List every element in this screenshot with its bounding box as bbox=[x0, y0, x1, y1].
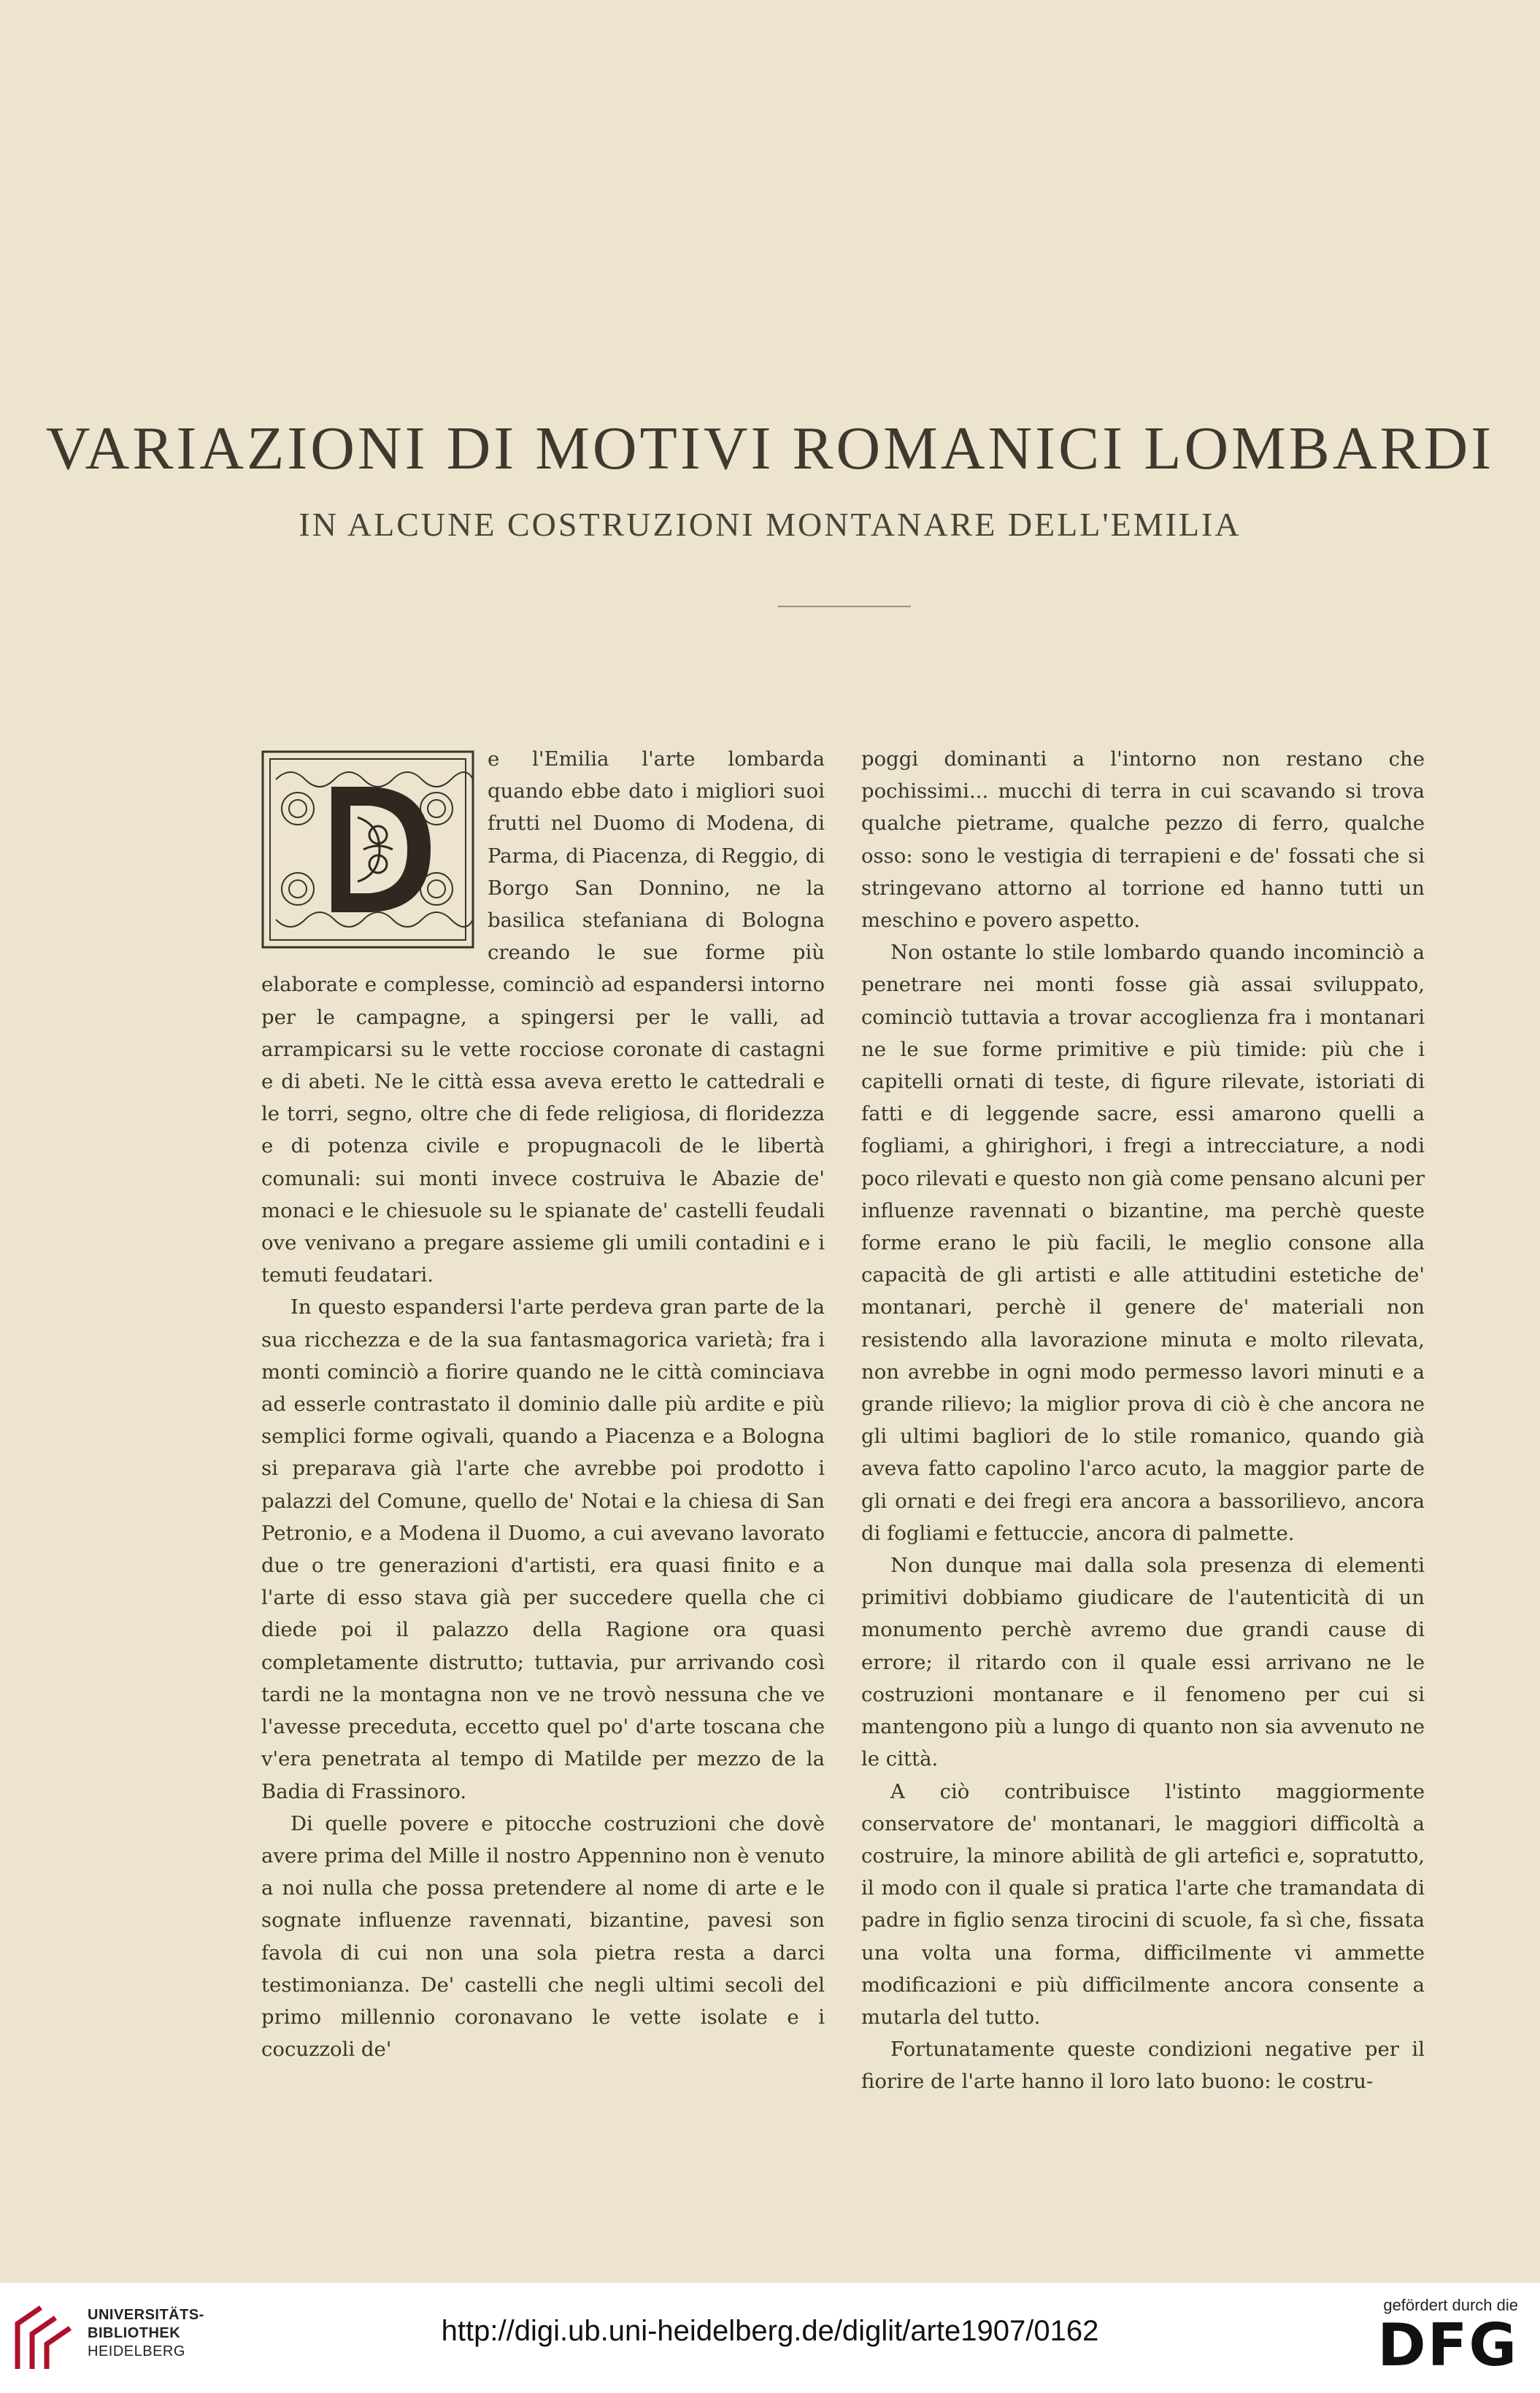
library-name-line: UNIVERSITÄTS- bbox=[88, 2307, 204, 2323]
paragraph: poggi dominanti a l'intorno non restano che pochissimi... mucchi di terra in cui scavando si trova qualche pietrame, qualche pezzo di ferro, qualche osso: sono le vestigia di terrapieni e de' fossati che si stringevano attorno al torrione ed hanno tutti un meschino e povero aspetto. bbox=[861, 747, 1425, 933]
paragraph: e l'Emilia l'arte lombarda quando ebbe dato i migliori suoi frutti nel Duomo di Modena, di Parma, di Piacenza, di Reggio, di Borgo San Donnino, ne la basilica stefaniana di Bologna creando le sue forme più elaborate e complesse, cominciò ad espandersi intorno per le campagne, a spingersi per le valli, ad arrampicarsi su le vette rocciose coronate di castagni e di abeti. Ne le città essa aveva eretto le cattedrali e le torri, segno, oltre che di fede religiosa, di floridezza e di potenza civile e propugnacoli de le libertà comunali: sui monti invece costruiva le Abazie de' monaci e le chiesuole su le spianate de' castelli feudali ove venivano a pregare assieme gli umili contadini e i temuti feudatari. bbox=[261, 747, 825, 1287]
funding-label: gefördert durch die bbox=[1383, 2296, 1518, 2314]
article-subtitle: IN ALCUNE COSTRUZIONI MONTANARE DELL'EMILIA bbox=[299, 506, 1241, 543]
paragraph: Di quelle povere e pitocche costruzioni che dovè avere prima del Mille il nostro Appennino non è venuto a noi nulla che possa pretendere al nome di arte e le sognate influenze ravennati, bizantine, pavesi son favola di cui non una sola pietra resta a darci testimonianza. De' castelli che negli ultimi secoli del primo millennio coronavano le vette isolate e i cocuzzoli de' bbox=[261, 1811, 825, 2062]
right-column bbox=[861, 743, 1425, 2098]
paragraph: Fortunatamente queste condizioni negative per il fiorire de l'arte hanno il loro lato buono: le costru- bbox=[861, 2038, 1425, 2094]
library-name-line: HEIDELBERG bbox=[88, 2343, 185, 2359]
funding-notice bbox=[1350, 2296, 1518, 2379]
article-title: VARIAZIONI DI MOTIVI ROMANICI LOMBARDI bbox=[45, 415, 1495, 482]
dropcap-illuminated-letter bbox=[261, 750, 474, 949]
paragraph: A ciò contribuisce l'istinto maggiormente conservatore de' montanari, le maggiori difficoltà a costruire, la minore abilità de gli artefici e, sopratutto, il modo con il quale si pratica l'arte che tramandata di padre in figlio senza tirocini di scuole, fa sì che, fissata una volta una forma, difficilmente vi ammette modificazioni e più difficilmente ancora consente a mutarla del tutto. bbox=[861, 1779, 1425, 2029]
paragraph: In questo espandersi l'arte perdeva gran parte de la sua ricchezza e de la sua fantasmagorica varietà; fra i monti cominciò a fiorire quando ne le città cominciava ad esserle contrastato il dominio dalle più ardite e più semplici forme ogivali, quando a Piacenza e a Bologna si preparava già l'arte che avrebbe poi prodotto i palazzi del Comune, quello de' Notai e la chiesa di San Petronio, e a Modena il Duomo, a cui avevano lavorato due o tre generazioni d'artisti, era quasi finito e a l'arte di esso stava già per succedere quella che ci diede poi il palazzo della Ragione ora quasi completamente distrutto; tuttavia, pur arrivando così tardi ne la montagna non ve ne trovò nessuna che ve l'avesse preceduta, eccetto quel po' d'arte toscana che v'era penetrata al tempo di Matilde per mezzo de la Badia di Frassinoro. bbox=[261, 1295, 825, 1803]
title-divider bbox=[778, 606, 911, 607]
paragraph: Non ostante lo stile lombardo quando incominciò a penetrare nei monti fosse già assai sviluppato, cominciò tuttavia a trovar accoglienza fra i montanari ne le sue forme primitive e più timide: più che i capitelli ornati di teste, di figure rilevate, istoriati di fatti e di leggende sacre, essi amarono quelli a fogliami, a ghirighori, i fregi a intrecciature, a nodi poco rilevati e questo non già come pensano alcuni per influenze ravennati o bizantine, ma perchè queste forme erano le più facili, le meglio consone alla capacità de gli artisti e alle attitudini estetiche de' montanari, perchè il genere de' materiali non resistendo alla lavorazione minuta e molto rilevata, non avrebbe in ogni modo permesso lavori minuti e a grande rilievo; la miglior prova di ciò è che ancora ne gli ultimi bagliori de lo stile romanico, quando già aveva fatto capolino l'arco acuto, la maggior parte de gli ornati e dei fregi era ancora a bassorilievo, ancora di fogliami e fettuccie, ancora di palmette. bbox=[861, 941, 1425, 1545]
library-name-line: BIBLIOTHEK bbox=[88, 2325, 181, 2341]
left-column bbox=[261, 743, 825, 2065]
digitization-footer bbox=[0, 2283, 1540, 2393]
dfg-logo: DFG bbox=[1377, 2311, 1518, 2379]
paragraph: Non dunque mai dalla sola presenza di elementi primitivi dobbiamo giudicare de l'autenticità di un monumento perchè avremo due grandi cause di errore; il ritardo con il quale essi arrivano ne le costruzioni montanare e il fenomeno per cui si mantengono più a lungo di quanto non sia avvenuto ne le città. bbox=[861, 1554, 1425, 1771]
permalink-url[interactable]: http://digi.ub.uni-heidelberg.de/diglit/arte1907/0162 bbox=[441, 2315, 1099, 2347]
